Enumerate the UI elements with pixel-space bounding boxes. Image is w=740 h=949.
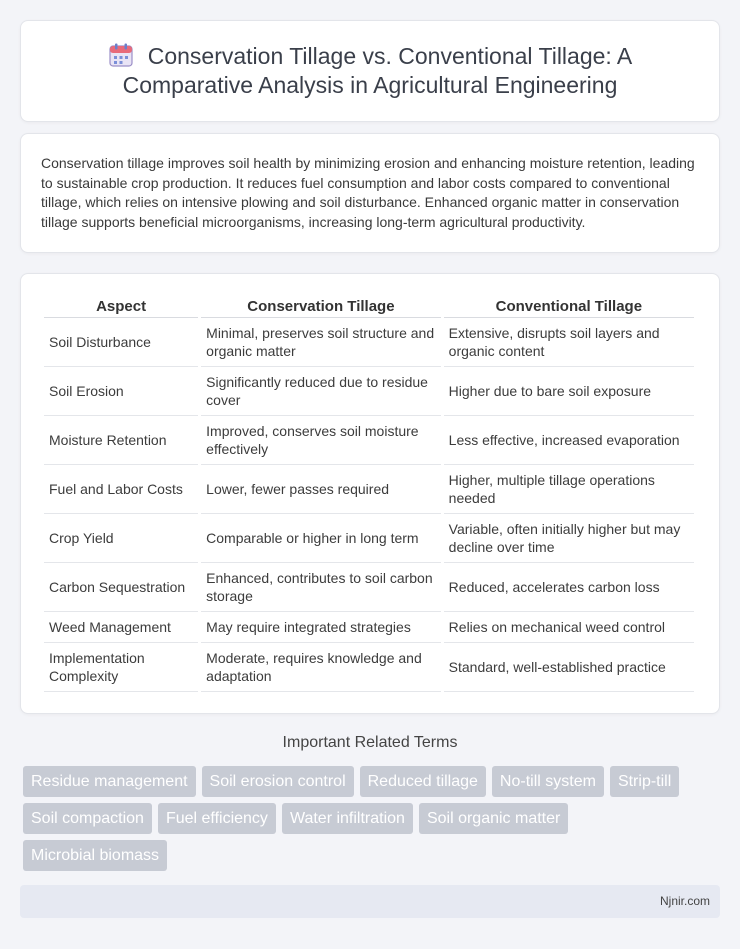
term-tag[interactable]: Water infiltration	[282, 803, 413, 834]
cell-conservation: May require integrated strategies	[201, 612, 441, 643]
related-terms-heading: Important Related Terms	[282, 734, 458, 751]
cell-aspect: Implementation Complexity	[44, 643, 198, 692]
cell-conventional: Less effective, increased evaporation	[444, 416, 694, 465]
table-row	[44, 465, 694, 514]
cell-aspect: Fuel and Labor Costs	[44, 465, 198, 514]
cell-aspect: Moisture Retention	[44, 416, 198, 465]
table-header-row	[44, 296, 694, 318]
cell-conventional: Reduced, accelerates carbon loss	[444, 563, 694, 612]
table-row	[44, 643, 694, 692]
header-conventional: Conventional Tillage	[444, 296, 694, 318]
related-terms-list	[20, 766, 720, 877]
table-row	[44, 318, 694, 367]
cell-conservation: Comparable or higher in long term	[201, 514, 441, 563]
cell-conservation: Improved, conserves soil moisture effectively	[201, 416, 441, 465]
cell-aspect: Soil Disturbance	[44, 318, 198, 367]
footer-site[interactable]: Njnir.com	[659, 894, 710, 908]
cell-conventional: Standard, well-established practice	[444, 643, 694, 692]
term-tag[interactable]: No-till system	[492, 766, 604, 797]
table-row	[44, 367, 694, 416]
cell-conventional: Variable, often initially higher but may decline over time	[444, 514, 694, 563]
cell-conservation: Lower, fewer passes required	[201, 465, 441, 514]
term-tag[interactable]: Fuel efficiency	[158, 803, 276, 834]
table-row	[44, 416, 694, 465]
table-row	[44, 514, 694, 563]
term-tag[interactable]: Residue management	[23, 766, 196, 797]
cell-aspect: Weed Management	[44, 612, 198, 643]
page-title-text: Conservation Tillage vs. Conventional Tillage: A Comparative Analysis in Agricultural Engineering	[122, 43, 633, 98]
page-title	[60, 42, 680, 100]
term-tag[interactable]: Reduced tillage	[360, 766, 486, 797]
intro-text: Conservation tillage improves soil health by minimizing erosion and enhancing moisture retention, leading to sustainable crop production. It reduces fuel consumption and labor costs compared to conventional tillage, which relies on intensive plowing and soil disturbance. Enhanced organic matter in conservation tillage supports beneficial microorganisms, increasing long-term agricultural productivity.	[41, 155, 695, 230]
cell-conservation: Significantly reduced due to residue cover	[201, 367, 441, 416]
title-card	[20, 20, 720, 122]
cell-conservation: Moderate, requires knowledge and adaptation	[201, 643, 441, 692]
comparison-table-card	[20, 273, 720, 714]
cell-conventional: Higher due to bare soil exposure	[444, 367, 694, 416]
cell-conventional: Extensive, disrupts soil layers and organic content	[444, 318, 694, 367]
cell-conservation: Minimal, preserves soil structure and organic matter	[201, 318, 441, 367]
term-tag[interactable]: Soil erosion control	[202, 766, 354, 797]
cell-aspect: Soil Erosion	[44, 367, 198, 416]
cell-conservation: Enhanced, contributes to soil carbon storage	[201, 563, 441, 612]
term-tag[interactable]: Soil compaction	[23, 803, 152, 834]
table-row	[44, 563, 694, 612]
term-tag[interactable]: Soil organic matter	[419, 803, 568, 834]
calendar-icon	[108, 42, 134, 68]
intro-card	[20, 133, 720, 253]
table-row	[44, 612, 694, 643]
term-tag[interactable]: Microbial biomass	[23, 840, 167, 871]
header-aspect: Aspect	[44, 296, 198, 318]
cell-conventional: Relies on mechanical weed control	[444, 612, 694, 643]
cell-aspect: Carbon Sequestration	[44, 563, 198, 612]
footer	[20, 885, 720, 918]
term-tag[interactable]: Strip-till	[610, 766, 679, 797]
cell-aspect: Crop Yield	[44, 514, 198, 563]
header-conservation: Conservation Tillage	[201, 296, 441, 318]
cell-conventional: Higher, multiple tillage operations needed	[444, 465, 694, 514]
comparison-table	[41, 296, 697, 692]
